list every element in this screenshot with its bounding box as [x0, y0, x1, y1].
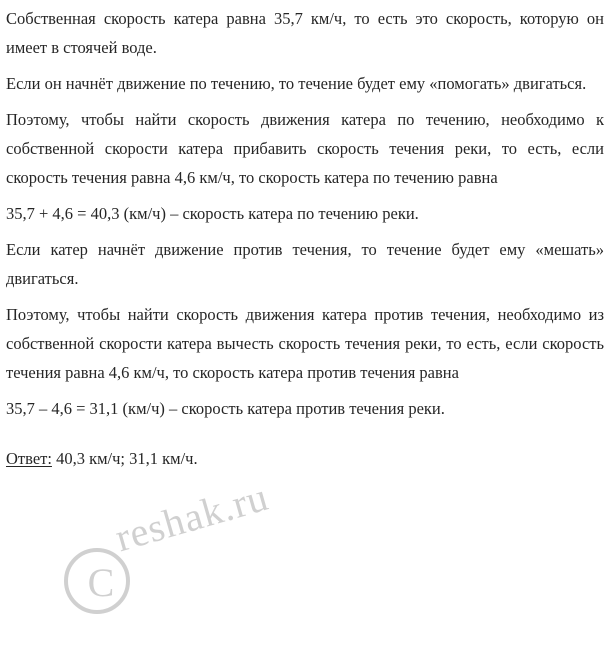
answer-spacer	[6, 430, 604, 444]
watermark	[60, 473, 310, 640]
paragraph-upstream-explanation: Поэтому, чтобы найти скорость движения катера против течения, необходимо из собственной скорости катера вычесть скорость течения реки, то есть, если скорость течения равна 4,6 км/ч, то скорость катера против течения равна	[6, 305, 604, 382]
paragraph-downstream-explanation: Поэтому, чтобы найти скорость движения катера по течению, необходимо к собственной скорости катера прибавить скорость течения реки, то есть, если скорость течения равна 4,6 км/ч, то скорость катера по течению равна	[6, 110, 604, 187]
equation-upstream: 35,7 – 4,6 = 31,1 (км/ч) – скорость катера против течения реки.	[6, 399, 445, 418]
paragraph-own-speed: Собственная скорость катера равна 35,7 км/ч, то есть это скорость, которую он имеет в стоячей воде.	[6, 9, 604, 57]
paragraph-downstream-intro: Если он начнёт движение по течению, то течение будет ему «помогать» двигаться.	[6, 74, 587, 93]
equation-downstream: 35,7 + 4,6 = 40,3 (км/ч) – скорость катера по течению реки.	[6, 204, 419, 223]
answer-label: Ответ:	[6, 449, 52, 468]
answer-line	[6, 444, 604, 473]
watermark-circle	[64, 548, 130, 614]
paragraph-upstream-intro: Если катер начнёт движение против течения, то течение будет ему «мешать» двигаться.	[6, 240, 604, 288]
watermark-text: reshak.ru	[110, 473, 274, 561]
answer-value: 40,3 км/ч; 31,1 км/ч.	[51, 449, 198, 468]
watermark-copyright-letter: C	[87, 560, 115, 605]
